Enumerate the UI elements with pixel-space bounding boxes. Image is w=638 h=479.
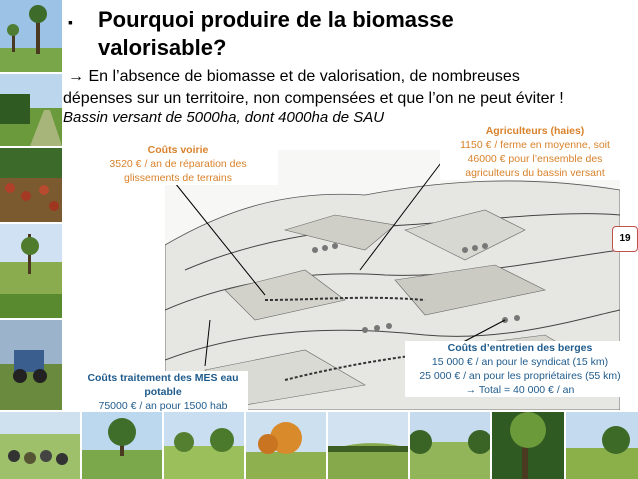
- label-berges-line: 25 000 € / an pour les propriétaires (55 km): [419, 370, 621, 382]
- label-mes-line: 75000 € / an pour 1500 hab: [98, 400, 228, 412]
- label-berges-line: → Total = 40 000 € / an: [465, 384, 575, 396]
- photo-autumn-tree: [246, 412, 326, 479]
- label-agriculteurs-line: agriculteurs du bassin versant: [465, 167, 605, 179]
- photo-orchard-field: [566, 412, 638, 479]
- label-mes: [78, 371, 248, 413]
- page-number-badge: 19: [612, 226, 638, 252]
- label-agriculteurs: [440, 124, 630, 180]
- label-couts-voirie: [78, 143, 278, 185]
- photo-hills: [328, 412, 408, 479]
- label-agriculteurs-line: 46000 € pour l’ensemble des: [467, 153, 603, 165]
- slide-title-text: Pourquoi produire de la biomasse valorisable?: [98, 7, 454, 60]
- label-berges: [405, 341, 635, 397]
- photo-forest: [492, 412, 564, 479]
- subtitle-line-3: Bassin versant de 5000ha, dont 4000ha de SAU: [63, 109, 385, 126]
- photo-pasture: [410, 412, 490, 479]
- arrow-right-icon: →: [68, 68, 84, 85]
- label-agriculteurs-heading: Agriculteurs (haies): [485, 125, 585, 137]
- photo-grassland: [164, 412, 244, 479]
- photo-group: [0, 412, 80, 479]
- label-mes-heading: potable: [144, 386, 182, 398]
- label-berges-heading: Coûts d’entretien des berges: [447, 342, 593, 354]
- label-couts-voirie-heading: Coûts voirie: [147, 144, 209, 156]
- label-couts-voirie-line: 3520 € / an de réparation des: [109, 158, 247, 170]
- subtitle-line-2: dépenses sur un territoire, non compensées et que l’on ne peut éviter !: [63, 90, 564, 107]
- subtitle-line-1-text: En l’absence de biomasse et de valorisation, de nombreuses: [88, 68, 520, 85]
- label-mes-heading: Coûts traitement des MES eau: [87, 372, 239, 384]
- photo-tree-meadow: [82, 412, 162, 479]
- label-berges-line: 15 000 € / an pour le syndicat (15 km): [431, 356, 609, 368]
- bottom-photo-strip: [0, 412, 638, 479]
- label-couts-voirie-line: glissements de terrains: [124, 172, 232, 184]
- label-agriculteurs-line: 1150 € / ferme en moyenne, soit: [460, 139, 610, 151]
- bullet-icon: ▪: [68, 14, 73, 30]
